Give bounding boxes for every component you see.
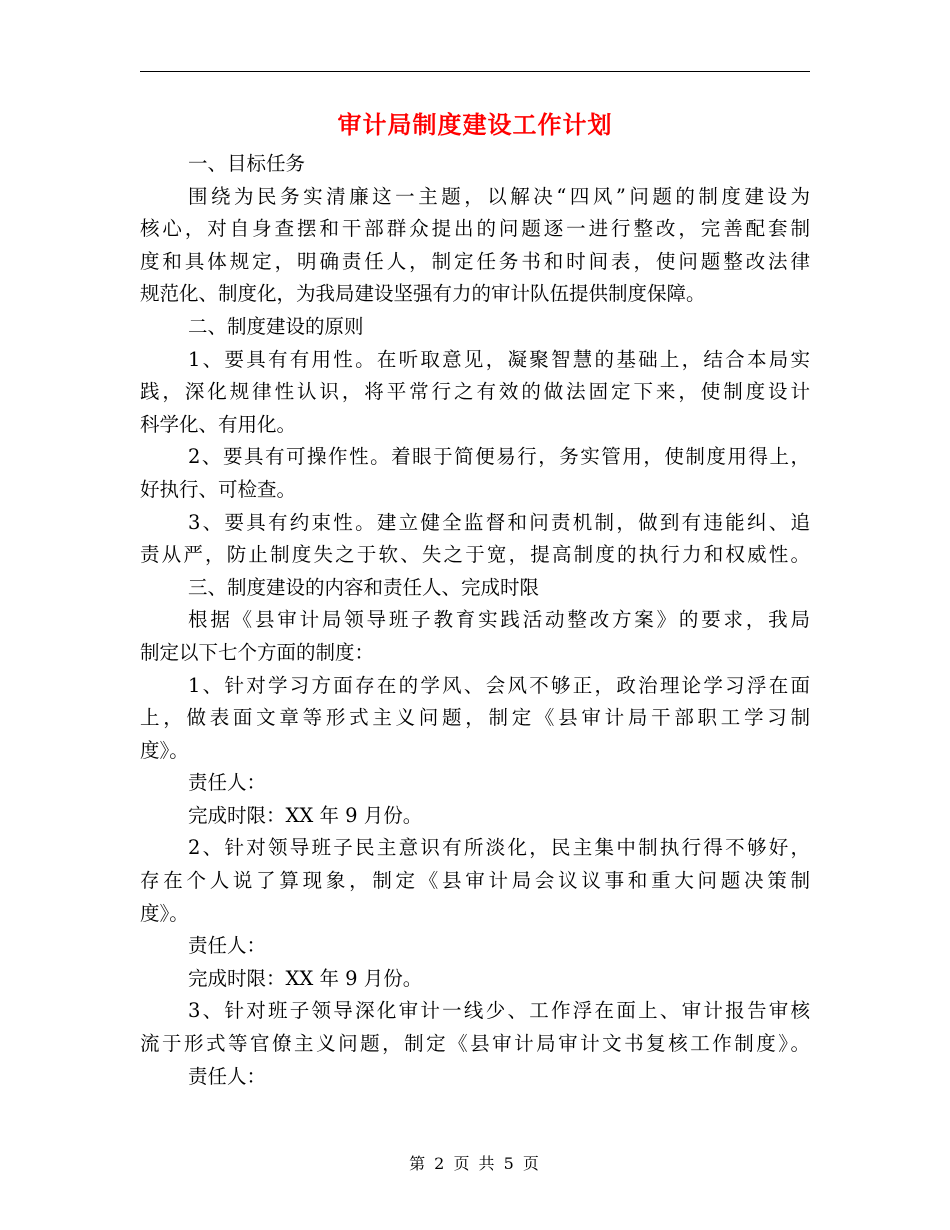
body-line: 根据《县审计局领导班子教育实践活动整改方案》的要求，我局 [188, 608, 810, 632]
body-line: 责从严，防止制度失之于软、失之于宽，提高制度的执行力和权威性。 [140, 543, 810, 567]
body-line: 上，做表面文章等形式主义问题，制定《县审计局干部职工学习制 [140, 706, 810, 730]
body-line: 一、目标任务 [188, 152, 306, 175]
body-line: 流于形式等官僚主义问题，制定《县审计局审计文书复核工作制度》。 [140, 1032, 810, 1056]
body-line: 围绕为民务实清廉这一主题，以解决“四风”问题的制度建设为 [188, 184, 810, 208]
body-line: 3、要具有约束性。建立健全监督和问责机制，做到有违能纠、追 [188, 510, 810, 534]
document-title: 审计局制度建设工作计划 [337, 110, 613, 139]
body-line: 三、制度建设的内容和责任人、完成时限 [188, 575, 540, 599]
body-line: 1、要具有有用性。在听取意见，凝聚智慧的基础上，结合本局实 [188, 347, 810, 371]
page-footer: 第 2 页 共 5 页 [409, 1154, 541, 1173]
body-line: 科学化、有用化。 [140, 412, 297, 436]
body-line: 制定以下七个方面的制度： [140, 640, 375, 664]
body-line: 度和具体规定，明确责任人，制定任务书和时间表，使问题整改法律 [140, 249, 810, 273]
body-line: 责任人： [188, 1064, 267, 1088]
body-line: 责任人： [188, 934, 267, 958]
body-line: 1、针对学习方面存在的学风、会风不够正，政治理论学习浮在面 [188, 673, 810, 697]
body-line: 践，深化规律性认识，将平常行之有效的做法固定下来，使制度设计 [140, 380, 810, 404]
body-line: 度》。 [140, 901, 189, 925]
body-line: 存在个人说了算现象，制定《县审计局会议议事和重大问题决策制 [140, 869, 810, 893]
body-line: 完成时限：XX 年 9 月份。 [188, 966, 423, 990]
body-line: 责任人： [188, 771, 267, 795]
body-line: 好执行、可检查。 [140, 477, 297, 501]
document-body [140, 148, 810, 1093]
body-line: 完成时限：XX 年 9 月份。 [188, 803, 423, 827]
body-line: 2、针对领导班子民主意识有所淡化，民主集中制执行得不够好， [188, 836, 810, 860]
body-line: 3、针对班子领导深化审计一线少、工作浮在面上、审计报告审核 [188, 999, 810, 1023]
body-line: 度》。 [140, 738, 189, 762]
body-line: 规范化、制度化，为我局建设坚强有力的审计队伍提供制度保障。 [140, 282, 706, 306]
body-line: 核心，对自身查摆和干部群众提出的问题逐一进行整改，完善配套制 [140, 217, 810, 241]
header-rule [140, 71, 810, 72]
body-line: 2、要具有可操作性。着眼于简便易行，务实管用，使制度用得上， [188, 445, 810, 469]
body-line: 二、制度建设的原则 [188, 314, 364, 338]
